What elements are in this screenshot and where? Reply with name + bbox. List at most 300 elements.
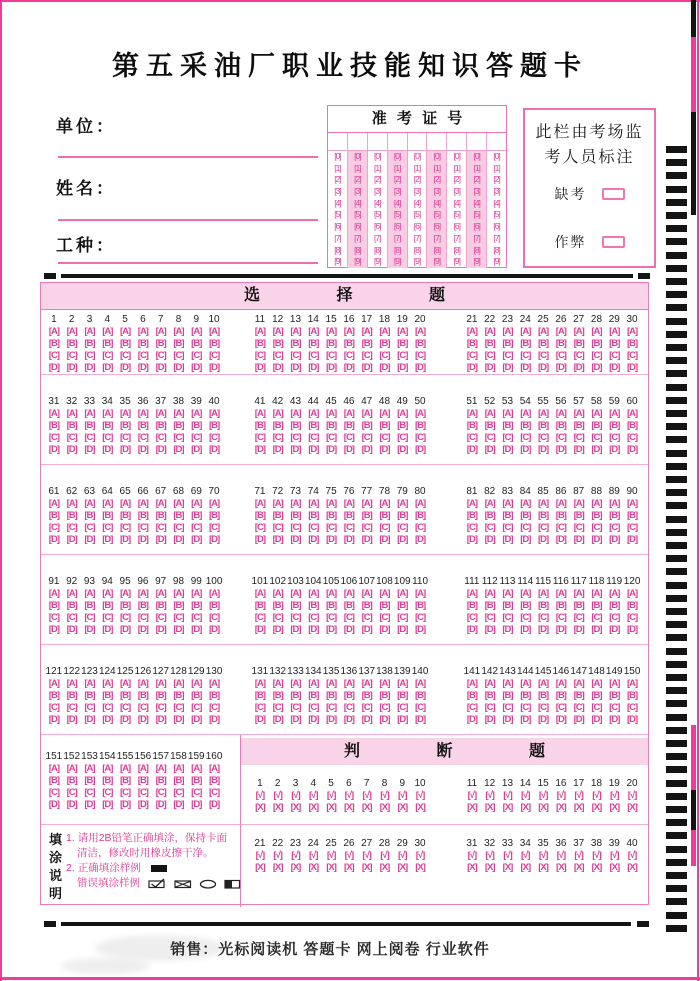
answer-bubble[interactable]: [D]: [173, 799, 184, 810]
ticket-digit-bubble[interactable]: [0]: [374, 150, 381, 161]
answer-bubble[interactable]: [C]: [272, 522, 283, 533]
answer-bubble[interactable]: [D]: [573, 362, 584, 373]
answer-bubble[interactable]: [A]: [290, 498, 301, 509]
answer-bubble[interactable]: [D]: [48, 534, 59, 545]
answer-bubble[interactable]: [D]: [272, 714, 283, 725]
answer-bubble[interactable]: [D]: [466, 362, 477, 373]
answer-bubble[interactable]: [A]: [119, 678, 131, 689]
answer-bubble[interactable]: [D]: [626, 362, 638, 373]
answer-bubble[interactable]: [B]: [102, 690, 113, 701]
judge-bubble[interactable]: [√]: [521, 850, 530, 861]
answer-bubble[interactable]: [C]: [626, 522, 638, 533]
answer-bubble[interactable]: [B]: [48, 600, 59, 611]
answer-bubble[interactable]: [C]: [325, 432, 337, 443]
answer-bubble[interactable]: [B]: [466, 338, 477, 349]
answer-bubble[interactable]: [B]: [414, 338, 426, 349]
ticket-digit-bubble[interactable]: [4]: [473, 197, 480, 208]
answer-bubble[interactable]: [C]: [308, 522, 319, 533]
answer-bubble[interactable]: [D]: [119, 444, 131, 455]
answer-bubble[interactable]: [A]: [254, 678, 265, 689]
answer-bubble[interactable]: [C]: [325, 612, 337, 623]
answer-bubble[interactable]: [C]: [208, 432, 220, 443]
judge-bubble[interactable]: [√]: [291, 850, 300, 861]
answer-bubble[interactable]: [B]: [137, 775, 148, 786]
judge-bubble[interactable]: [X]: [627, 802, 637, 813]
answer-bubble[interactable]: [C]: [119, 702, 131, 713]
answer-bubble[interactable]: [B]: [502, 338, 513, 349]
answer-bubble[interactable]: [C]: [272, 612, 283, 623]
answer-bubble[interactable]: [A]: [208, 763, 220, 774]
answer-bubble[interactable]: [B]: [484, 690, 495, 701]
answer-bubble[interactable]: [D]: [155, 444, 166, 455]
answer-bubble[interactable]: [A]: [397, 678, 408, 689]
answer-bubble[interactable]: [B]: [502, 510, 513, 521]
answer-bubble[interactable]: [B]: [272, 338, 283, 349]
judge-bubble[interactable]: [√]: [326, 850, 336, 861]
absent-mark-bubble[interactable]: [602, 188, 625, 200]
answer-bubble[interactable]: [D]: [537, 714, 549, 725]
answer-bubble[interactable]: [B]: [272, 510, 283, 521]
judge-bubble[interactable]: [√]: [592, 850, 601, 861]
answer-bubble[interactable]: [B]: [48, 338, 59, 349]
ticket-digit-bubble[interactable]: [2]: [393, 174, 401, 185]
answer-bubble[interactable]: [B]: [325, 420, 337, 431]
answer-bubble[interactable]: [C]: [84, 612, 95, 623]
answer-bubble[interactable]: [C]: [626, 612, 638, 623]
ticket-digit-bubble[interactable]: [6]: [334, 221, 341, 232]
answer-bubble[interactable]: [D]: [626, 714, 638, 725]
judge-bubble[interactable]: [√]: [467, 790, 477, 801]
answer-bubble[interactable]: [B]: [537, 510, 549, 521]
answer-bubble[interactable]: [A]: [397, 498, 408, 509]
answer-bubble[interactable]: [C]: [137, 702, 148, 713]
answer-bubble[interactable]: [D]: [208, 362, 220, 373]
answer-bubble[interactable]: [C]: [502, 702, 513, 713]
answer-bubble[interactable]: [A]: [119, 498, 131, 509]
ticket-digit-bubble[interactable]: [4]: [433, 197, 441, 208]
answer-bubble[interactable]: [D]: [343, 534, 354, 545]
answer-bubble[interactable]: [B]: [208, 690, 220, 701]
answer-bubble[interactable]: [A]: [191, 326, 202, 337]
ticket-digit-bubble[interactable]: [9]: [433, 256, 441, 267]
judge-bubble[interactable]: [X]: [272, 802, 283, 813]
ticket-digit-bubble[interactable]: [8]: [413, 244, 421, 255]
answer-bubble[interactable]: [C]: [397, 522, 408, 533]
judge-bubble[interactable]: [X]: [591, 862, 602, 873]
answer-bubble[interactable]: [D]: [208, 624, 220, 635]
answer-bubble[interactable]: [A]: [191, 763, 202, 774]
answer-bubble[interactable]: [A]: [502, 408, 513, 419]
ticket-digit-bubble[interactable]: [6]: [453, 221, 461, 232]
answer-bubble[interactable]: [B]: [308, 600, 319, 611]
answer-bubble[interactable]: [C]: [520, 350, 531, 361]
judge-bubble[interactable]: [X]: [290, 802, 301, 813]
judge-bubble[interactable]: [√]: [344, 790, 354, 801]
answer-bubble[interactable]: [D]: [48, 714, 59, 725]
answer-bubble[interactable]: [C]: [379, 612, 390, 623]
judge-bubble[interactable]: [√]: [538, 790, 548, 801]
answer-bubble[interactable]: [B]: [191, 600, 202, 611]
answer-bubble[interactable]: [A]: [609, 408, 620, 419]
answer-bubble[interactable]: [D]: [137, 799, 148, 810]
answer-bubble[interactable]: [A]: [173, 678, 184, 689]
answer-bubble[interactable]: [B]: [414, 420, 426, 431]
answer-bubble[interactable]: [B]: [555, 338, 566, 349]
answer-bubble[interactable]: [C]: [119, 612, 131, 623]
answer-bubble[interactable]: [D]: [191, 714, 202, 725]
answer-bubble[interactable]: [B]: [466, 420, 477, 431]
answer-bubble[interactable]: [B]: [290, 690, 301, 701]
answer-bubble[interactable]: [C]: [609, 522, 620, 533]
answer-bubble[interactable]: [A]: [48, 678, 59, 689]
ticket-digit-bubble[interactable]: [9]: [413, 256, 421, 267]
judge-bubble[interactable]: [X]: [272, 862, 283, 873]
answer-bubble[interactable]: [A]: [308, 408, 319, 419]
answer-bubble[interactable]: [A]: [379, 326, 390, 337]
judge-bubble[interactable]: [X]: [556, 802, 566, 813]
answer-bubble[interactable]: [A]: [155, 326, 166, 337]
answer-bubble[interactable]: [A]: [414, 498, 426, 509]
answer-bubble[interactable]: [A]: [155, 678, 166, 689]
answer-bubble[interactable]: [B]: [609, 510, 620, 521]
ticket-digit-bubble[interactable]: [8]: [393, 244, 401, 255]
answer-bubble[interactable]: [D]: [102, 799, 113, 810]
answer-bubble[interactable]: [A]: [84, 588, 95, 599]
answer-bubble[interactable]: [D]: [573, 714, 584, 725]
answer-bubble[interactable]: [B]: [414, 690, 426, 701]
name-field-line[interactable]: [58, 219, 318, 221]
judge-bubble[interactable]: [X]: [255, 802, 265, 813]
judge-bubble[interactable]: [√]: [627, 790, 637, 801]
answer-bubble[interactable]: [B]: [484, 600, 495, 611]
answer-bubble[interactable]: [C]: [484, 432, 495, 443]
answer-bubble[interactable]: [B]: [537, 690, 549, 701]
answer-bubble[interactable]: [A]: [502, 588, 513, 599]
ticket-digit-bubble[interactable]: [3]: [493, 186, 500, 197]
answer-bubble[interactable]: [A]: [343, 408, 354, 419]
answer-bubble[interactable]: [C]: [308, 432, 319, 443]
answer-bubble[interactable]: [B]: [361, 420, 372, 431]
judge-bubble[interactable]: [√]: [503, 790, 512, 801]
judge-bubble[interactable]: [X]: [609, 802, 620, 813]
answer-bubble[interactable]: [A]: [414, 678, 426, 689]
answer-bubble[interactable]: [D]: [325, 624, 337, 635]
answer-bubble[interactable]: [A]: [119, 326, 131, 337]
answer-bubble[interactable]: [C]: [325, 702, 337, 713]
answer-bubble[interactable]: [B]: [155, 775, 166, 786]
answer-bubble[interactable]: [A]: [137, 678, 148, 689]
answer-bubble[interactable]: [B]: [591, 600, 602, 611]
answer-bubble[interactable]: [A]: [208, 678, 220, 689]
answer-bubble[interactable]: [A]: [48, 588, 59, 599]
answer-bubble[interactable]: [C]: [414, 350, 426, 361]
answer-bubble[interactable]: [A]: [520, 326, 531, 337]
answer-bubble[interactable]: [C]: [520, 612, 531, 623]
answer-bubble[interactable]: [C]: [466, 350, 477, 361]
judge-bubble[interactable]: [√]: [273, 850, 282, 861]
answer-bubble[interactable]: [A]: [66, 498, 77, 509]
answer-bubble[interactable]: [C]: [414, 432, 426, 443]
answer-bubble[interactable]: [D]: [502, 444, 513, 455]
answer-bubble[interactable]: [B]: [484, 510, 495, 521]
answer-bubble[interactable]: [D]: [48, 362, 59, 373]
answer-bubble[interactable]: [B]: [119, 600, 131, 611]
answer-bubble[interactable]: [B]: [397, 690, 408, 701]
answer-bubble[interactable]: [C]: [325, 350, 337, 361]
answer-bubble[interactable]: [C]: [155, 612, 166, 623]
answer-bubble[interactable]: [C]: [102, 522, 113, 533]
answer-bubble[interactable]: [A]: [308, 678, 319, 689]
answer-bubble[interactable]: [D]: [102, 624, 113, 635]
answer-bubble[interactable]: [B]: [537, 600, 549, 611]
answer-bubble[interactable]: [C]: [102, 702, 113, 713]
answer-bubble[interactable]: [C]: [591, 432, 602, 443]
answer-bubble[interactable]: [A]: [84, 408, 95, 419]
answer-bubble[interactable]: [A]: [66, 326, 77, 337]
answer-bubble[interactable]: [D]: [626, 534, 638, 545]
answer-bubble[interactable]: [D]: [379, 444, 390, 455]
answer-bubble[interactable]: [A]: [173, 326, 184, 337]
ticket-digit-bubble[interactable]: [8]: [374, 244, 381, 255]
ticket-digit-bubble[interactable]: [7]: [374, 232, 381, 243]
judge-bubble[interactable]: [X]: [484, 862, 495, 873]
answer-bubble[interactable]: [D]: [537, 534, 549, 545]
answer-bubble[interactable]: [D]: [591, 534, 602, 545]
answer-bubble[interactable]: [D]: [308, 444, 319, 455]
judge-bubble[interactable]: [√]: [574, 790, 583, 801]
ticket-digit-bubble[interactable]: [7]: [354, 232, 361, 243]
answer-bubble[interactable]: [A]: [520, 498, 531, 509]
answer-bubble[interactable]: [B]: [626, 600, 638, 611]
answer-bubble[interactable]: [D]: [254, 624, 265, 635]
judge-bubble[interactable]: [X]: [344, 802, 354, 813]
ticket-digit-bubble[interactable]: [6]: [393, 221, 401, 232]
answer-bubble[interactable]: [A]: [573, 588, 584, 599]
answer-bubble[interactable]: [B]: [290, 338, 301, 349]
answer-bubble[interactable]: [C]: [609, 350, 620, 361]
ticket-digit-bubble[interactable]: [7]: [334, 232, 341, 243]
answer-bubble[interactable]: [D]: [102, 362, 113, 373]
answer-bubble[interactable]: [B]: [119, 420, 131, 431]
answer-bubble[interactable]: [D]: [397, 714, 408, 725]
judge-bubble[interactable]: [X]: [573, 862, 584, 873]
answer-bubble[interactable]: [A]: [308, 326, 319, 337]
answer-bubble[interactable]: [D]: [191, 534, 202, 545]
answer-bubble[interactable]: [A]: [397, 588, 408, 599]
answer-bubble[interactable]: [D]: [155, 714, 166, 725]
answer-bubble[interactable]: [D]: [155, 624, 166, 635]
answer-bubble[interactable]: [A]: [555, 408, 566, 419]
answer-bubble[interactable]: [B]: [626, 338, 638, 349]
answer-bubble[interactable]: [B]: [66, 338, 77, 349]
answer-bubble[interactable]: [D]: [137, 444, 148, 455]
answer-bubble[interactable]: [C]: [137, 432, 148, 443]
answer-bubble[interactable]: [B]: [191, 510, 202, 521]
answer-bubble[interactable]: [A]: [520, 678, 531, 689]
answer-bubble[interactable]: [B]: [484, 338, 495, 349]
answer-bubble[interactable]: [C]: [191, 350, 202, 361]
ticket-digit-bubble[interactable]: [1]: [433, 162, 441, 173]
ticket-digit-bubble[interactable]: [3]: [354, 186, 361, 197]
answer-bubble[interactable]: [B]: [397, 600, 408, 611]
answer-bubble[interactable]: [C]: [502, 350, 513, 361]
answer-bubble[interactable]: [D]: [414, 534, 426, 545]
answer-bubble[interactable]: [A]: [555, 678, 566, 689]
answer-bubble[interactable]: [C]: [272, 350, 283, 361]
answer-bubble[interactable]: [B]: [379, 690, 390, 701]
answer-bubble[interactable]: [C]: [343, 522, 354, 533]
answer-bubble[interactable]: [B]: [626, 420, 638, 431]
answer-bubble[interactable]: [B]: [173, 690, 184, 701]
answer-bubble[interactable]: [C]: [379, 350, 390, 361]
answer-bubble[interactable]: [A]: [254, 408, 265, 419]
ticket-write-cell[interactable]: [447, 133, 466, 151]
answer-bubble[interactable]: [D]: [137, 362, 148, 373]
answer-bubble[interactable]: [A]: [137, 588, 148, 599]
answer-bubble[interactable]: [B]: [84, 600, 95, 611]
answer-bubble[interactable]: [A]: [379, 498, 390, 509]
judge-bubble[interactable]: [X]: [361, 862, 372, 873]
answer-bubble[interactable]: [A]: [119, 408, 131, 419]
ticket-digit-bubble[interactable]: [9]: [334, 256, 341, 267]
answer-bubble[interactable]: [D]: [626, 624, 638, 635]
answer-bubble[interactable]: [D]: [272, 534, 283, 545]
answer-bubble[interactable]: [C]: [48, 350, 59, 361]
answer-bubble[interactable]: [A]: [84, 326, 95, 337]
ticket-digit-bubble[interactable]: [6]: [493, 221, 500, 232]
answer-bubble[interactable]: [C]: [66, 432, 77, 443]
answer-bubble[interactable]: [D]: [609, 714, 620, 725]
answer-bubble[interactable]: [A]: [484, 326, 495, 337]
answer-bubble[interactable]: [D]: [555, 624, 566, 635]
answer-bubble[interactable]: [B]: [325, 600, 337, 611]
answer-bubble[interactable]: [A]: [573, 326, 584, 337]
answer-bubble[interactable]: [A]: [573, 408, 584, 419]
ticket-digit-bubble[interactable]: [1]: [473, 162, 480, 173]
answer-bubble[interactable]: [D]: [137, 714, 148, 725]
answer-bubble[interactable]: [C]: [397, 702, 408, 713]
answer-bubble[interactable]: [A]: [361, 588, 372, 599]
answer-bubble[interactable]: [D]: [325, 444, 337, 455]
answer-bubble[interactable]: [C]: [537, 432, 549, 443]
judge-bubble[interactable]: [√]: [610, 790, 619, 801]
answer-bubble[interactable]: [B]: [173, 510, 184, 521]
answer-bubble[interactable]: [D]: [361, 362, 372, 373]
answer-bubble[interactable]: [D]: [272, 362, 283, 373]
answer-bubble[interactable]: [D]: [609, 362, 620, 373]
answer-bubble[interactable]: [D]: [254, 444, 265, 455]
answer-bubble[interactable]: [B]: [119, 338, 131, 349]
answer-bubble[interactable]: [A]: [137, 408, 148, 419]
answer-bubble[interactable]: [C]: [84, 787, 95, 798]
judge-bubble[interactable]: [X]: [379, 862, 390, 873]
answer-bubble[interactable]: [C]: [66, 702, 77, 713]
answer-bubble[interactable]: [A]: [609, 498, 620, 509]
answer-bubble[interactable]: [C]: [325, 522, 337, 533]
answer-bubble[interactable]: [D]: [119, 714, 131, 725]
answer-bubble[interactable]: [D]: [484, 534, 495, 545]
answer-bubble[interactable]: [C]: [66, 787, 77, 798]
answer-bubble[interactable]: [D]: [48, 444, 59, 455]
ticket-digit-bubble[interactable]: [1]: [493, 162, 500, 173]
answer-bubble[interactable]: [A]: [502, 326, 513, 337]
answer-bubble[interactable]: [B]: [119, 690, 131, 701]
ticket-digit-bubble[interactable]: [3]: [374, 186, 381, 197]
answer-bubble[interactable]: [B]: [573, 420, 584, 431]
answer-bubble[interactable]: [C]: [502, 612, 513, 623]
judge-bubble[interactable]: [X]: [520, 802, 531, 813]
answer-bubble[interactable]: [B]: [397, 420, 408, 431]
ticket-digit-bubble[interactable]: [3]: [334, 186, 341, 197]
answer-bubble[interactable]: [B]: [191, 775, 202, 786]
judge-bubble[interactable]: [√]: [485, 850, 494, 861]
answer-bubble[interactable]: [A]: [191, 588, 202, 599]
answer-bubble[interactable]: [B]: [466, 600, 477, 611]
answer-bubble[interactable]: [B]: [137, 510, 148, 521]
judge-bubble[interactable]: [X]: [609, 862, 620, 873]
answer-bubble[interactable]: [D]: [609, 534, 620, 545]
answer-bubble[interactable]: [D]: [290, 534, 301, 545]
answer-bubble[interactable]: [B]: [84, 338, 95, 349]
answer-bubble[interactable]: [C]: [48, 612, 59, 623]
answer-bubble[interactable]: [D]: [84, 714, 95, 725]
answer-bubble[interactable]: [B]: [537, 338, 549, 349]
answer-bubble[interactable]: [D]: [484, 714, 495, 725]
answer-bubble[interactable]: [A]: [361, 678, 372, 689]
answer-bubble[interactable]: [B]: [609, 690, 620, 701]
answer-bubble[interactable]: [C]: [137, 787, 148, 798]
answer-bubble[interactable]: [D]: [502, 624, 513, 635]
answer-bubble[interactable]: [A]: [208, 408, 220, 419]
judge-bubble[interactable]: [√]: [309, 850, 318, 861]
answer-bubble[interactable]: [D]: [414, 362, 426, 373]
answer-bubble[interactable]: [A]: [591, 678, 602, 689]
answer-bubble[interactable]: [D]: [155, 534, 166, 545]
answer-bubble[interactable]: [A]: [191, 498, 202, 509]
answer-bubble[interactable]: [D]: [102, 534, 113, 545]
answer-bubble[interactable]: [B]: [66, 775, 77, 786]
answer-bubble[interactable]: [C]: [254, 522, 265, 533]
ticket-digit-bubble[interactable]: [0]: [473, 150, 480, 161]
answer-bubble[interactable]: [A]: [84, 678, 95, 689]
answer-bubble[interactable]: [B]: [555, 420, 566, 431]
answer-bubble[interactable]: [D]: [191, 624, 202, 635]
answer-bubble[interactable]: [B]: [609, 420, 620, 431]
answer-bubble[interactable]: [D]: [325, 362, 337, 373]
answer-bubble[interactable]: [A]: [484, 678, 495, 689]
ticket-digit-bubble[interactable]: [7]: [433, 232, 441, 243]
answer-bubble[interactable]: [C]: [155, 432, 166, 443]
answer-bubble[interactable]: [D]: [397, 624, 408, 635]
ticket-digit-bubble[interactable]: [1]: [393, 162, 401, 173]
answer-bubble[interactable]: [A]: [537, 498, 549, 509]
answer-bubble[interactable]: [B]: [102, 510, 113, 521]
answer-bubble[interactable]: [D]: [173, 534, 184, 545]
answer-bubble[interactable]: [A]: [466, 588, 477, 599]
answer-bubble[interactable]: [C]: [290, 612, 301, 623]
answer-bubble[interactable]: [D]: [466, 534, 477, 545]
answer-bubble[interactable]: [A]: [361, 326, 372, 337]
answer-bubble[interactable]: [B]: [308, 510, 319, 521]
answer-bubble[interactable]: [C]: [484, 522, 495, 533]
answer-bubble[interactable]: [A]: [343, 678, 354, 689]
ticket-digit-bubble[interactable]: [1]: [334, 162, 341, 173]
answer-bubble[interactable]: [A]: [137, 498, 148, 509]
answer-bubble[interactable]: [C]: [119, 350, 131, 361]
answer-bubble[interactable]: [D]: [537, 444, 549, 455]
answer-bubble[interactable]: [D]: [290, 444, 301, 455]
answer-bubble[interactable]: [C]: [397, 350, 408, 361]
